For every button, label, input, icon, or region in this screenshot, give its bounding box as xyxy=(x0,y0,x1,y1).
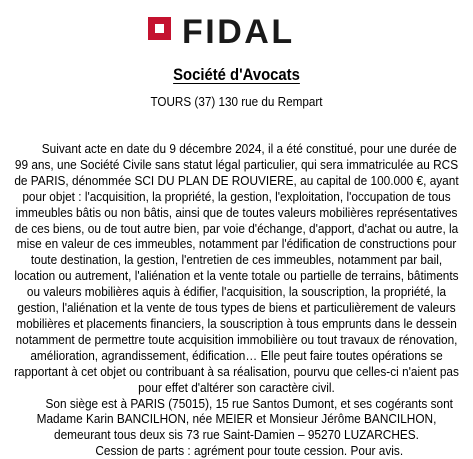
notice-paragraph-constitution: Suivant acte en date du 9 décembre 2024, il a été constitué, pour une durée de 99 ans, une Société Civile sans statut légal particulier, qui sera immatriculée au RCS de PARIS, dénommée SCI DU PLAN DE ROUVIERE, au capital de 100.000 €, ayant pour objet : l'acquisition, la propriété, la gestion, l'exploitation, l'occupation de tous immeubles bâtis ou non bâtis, ainsi que de toutes valeurs mobilières représentatives de ces biens, ou de tout autre bien, par voie d'échange, d'apport, d'achat ou autre, la mise en valeur de ces immeubles, notamment par l'édification de constructions pour toute destination, la gestion, l'entretien de ces immeubles, notamment par bail, location ou autrement, l'aliénation et la vente totale ou partielle de terrains, bâtiments ou valeurs mobilières aquis à édifier, l'acquisition, la souscription, la propriété, la gestion, l'aliénation et la vente de tous types de biens et particulièrement de valeurs mobilières et placements financiers, la souscription à tous emprunts dans le dessein notamment de permettre toute acquisition immobilière ou tout travaux de rénovation, amélioration, agrandissement, édification… Elle peut faire toutes opérations se rapportant à cet objet ou contribuant à sa réalisation, pourvu que celles-ci n'aient pas pour effet d'altérer son caractère civil. xyxy=(14,141,459,395)
brand-name: FIDAL xyxy=(182,13,295,51)
fidal-logo-mark xyxy=(148,17,171,40)
header xyxy=(0,14,473,54)
firm-type-text: Société d'Avocats xyxy=(173,66,300,84)
notice-paragraph-share-transfer: Cession de parts : agrément pour toute cession. Pour avis. xyxy=(95,443,404,459)
legal-notice xyxy=(10,141,462,459)
notice-paragraph-headquarters: Son siège est à PARIS (75015), 15 rue Santos Dumont, et ses cogérants sont Madame Karin BANCILHON, née MEIER et Monsieur Jérôme BANCILHON, demeurant tous deux sis 73 rue Saint-Damien – 95270 LUZARCHES. xyxy=(36,395,453,443)
firm-type xyxy=(24,65,450,85)
firm-address: TOURS (37) 130 rue du Rempart xyxy=(150,94,323,109)
